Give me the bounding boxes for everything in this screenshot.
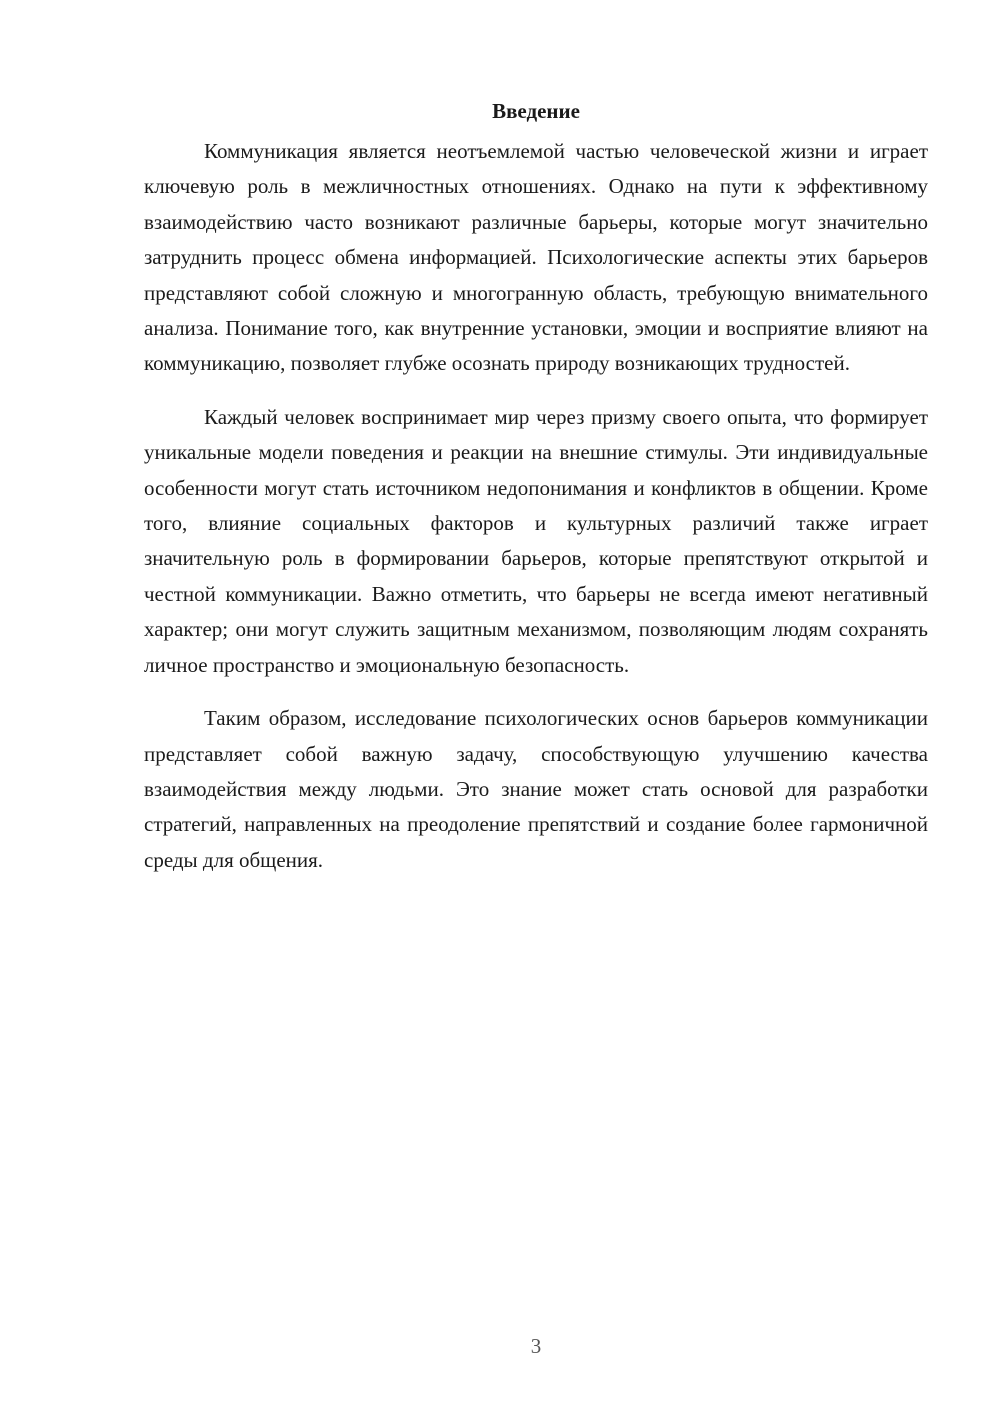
page-number: 3 xyxy=(530,1334,542,1358)
paragraph-1: Коммуникация является неотъемлемой частью человеческой жизни и играет ключевую роль в межличностных отношениях. Однако на пути к эффективному взаимодействию часто возникают различные барьеры, которые могут значительно затруднить процесс обмена информацией. Психологические аспекты этих барьеров представляют собой сложную и многогранную область, требующую внимательного анализа. Понимание того, как внутренние установки, эмоции и восприятие влияют на коммуникацию, позволяет глубже осознать природу возникающих трудностей. xyxy=(144,139,928,376)
section-title: Введение xyxy=(492,99,580,123)
page-content xyxy=(144,96,928,896)
paragraph-2: Каждый человек воспринимает мир через призму своего опыта, что формирует уникальные модели поведения и реакции на внешние стимулы. Эти индивидуальные особенности могут стать источником недопонимания и конфликтов в общении. Кроме того, влияние социальных факторов и культурных различий также играет значительную роль в формировании барьеров, которые препятствуют открытой и честной коммуникации. Важно отметить, что барьеры не всегда имеют негативный характер; они могут служить защитным механизмом, позволяющим людям сохранять личное пространство и эмоциональную безопасность. xyxy=(144,404,928,677)
paragraph-3: Таким образом, исследование психологических основ барьеров коммуникации представляет собой важную задачу, способствующую улучшению качества взаимодействия между людьми. Это знание может стать основой для разработки стратегий, направленных на преодоление препятствий и создание более гармоничной среды для общения. xyxy=(144,706,928,872)
